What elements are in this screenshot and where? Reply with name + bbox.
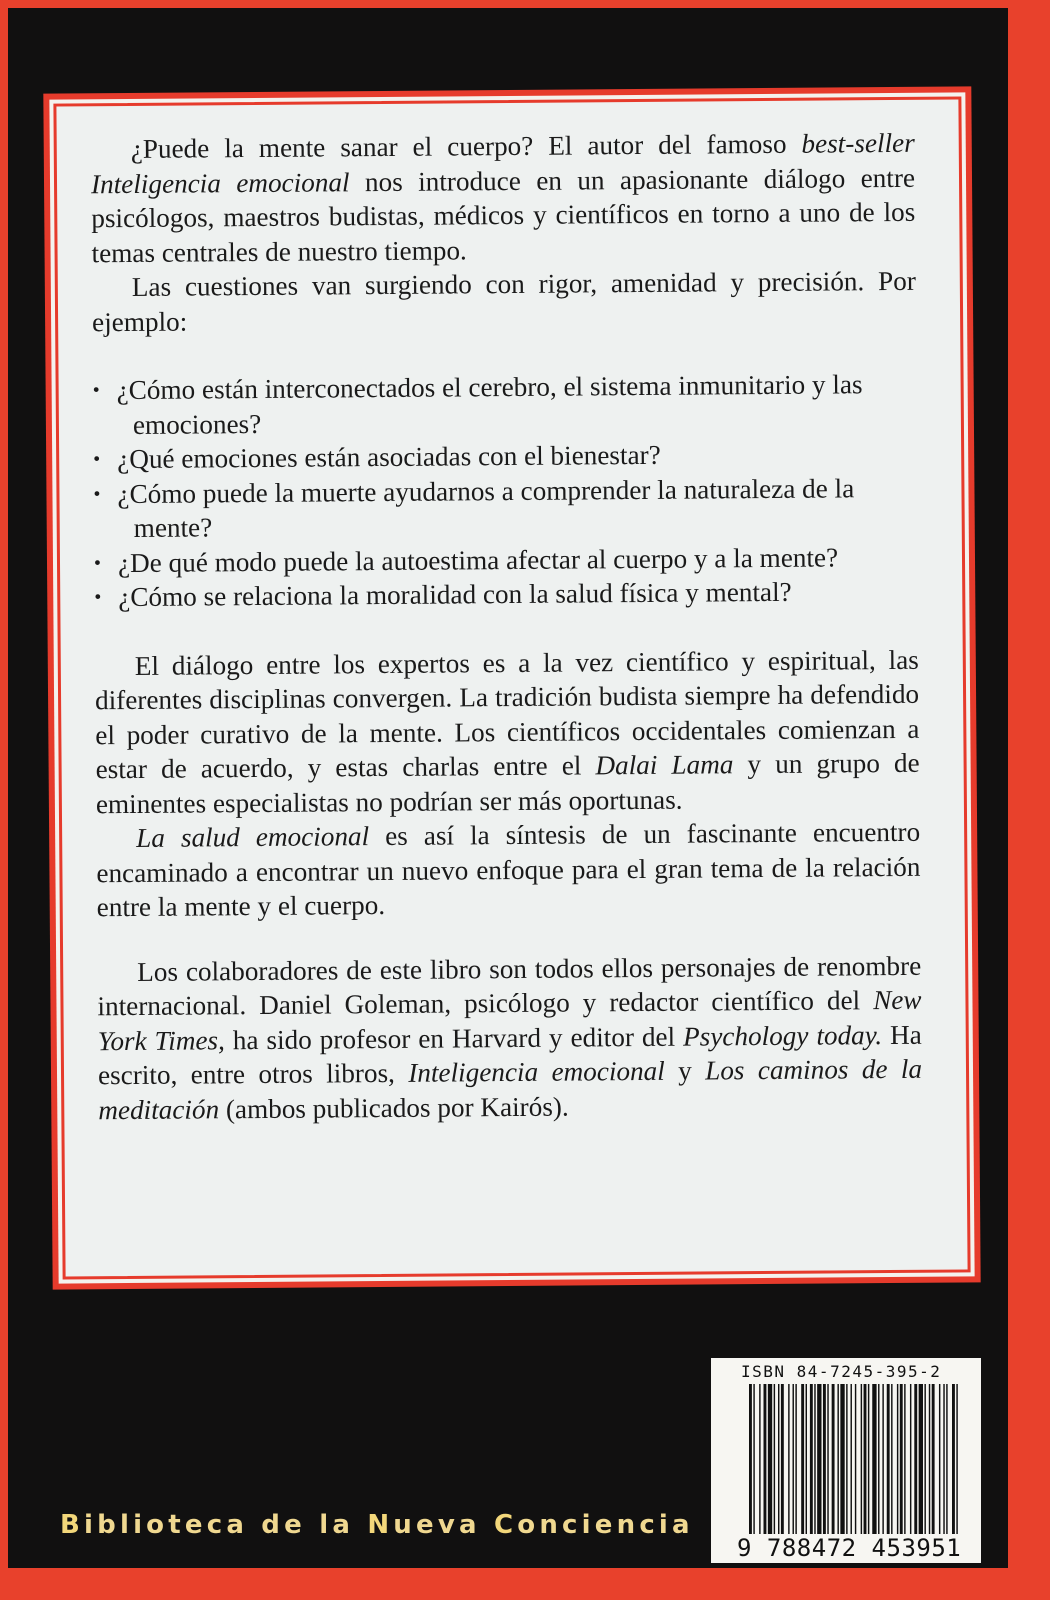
barcode-bar [939,1384,940,1534]
blurb-p5-italic-f: Inteligencia emocional [408,1055,665,1088]
bullet-icon: • [93,551,102,574]
barcode-bar [868,1384,869,1534]
blurb-paragraph-1 [91,126,916,270]
barcode-bar [827,1384,828,1534]
bullet-icon: • [93,448,101,471]
blurb-paragraph-4 [96,815,921,925]
question-text: ¿Qué emociones están asociadas con el bienestar? [117,439,661,475]
barcode-bar [943,1384,944,1534]
list-item [93,367,918,442]
isbn-barcode-label [711,1358,981,1563]
series-word: ueva [393,1510,494,1540]
barcode-bar [774,1384,775,1534]
series-word: onciencia [517,1510,694,1540]
barcode-bar [872,1384,876,1534]
barcode-bar [814,1384,815,1534]
barcode-bar [861,1384,862,1534]
blurb-p5-italic-h: Los caminos de la meditación [98,1053,923,1125]
blurb-p5-italic-b: New York Times, [97,984,922,1056]
barcode-bar [846,1384,847,1534]
blurb-text [91,126,923,1127]
barcode-bar [956,1384,957,1534]
blurb-paragraph-5 [97,948,922,1127]
barcode-bar [891,1384,892,1534]
question-text: ¿Cómo se relaciona la moralidad con la salud física y mental? [118,576,792,613]
barcode-bar [764,1384,767,1534]
barcode-bar [897,1384,898,1534]
blurb-text-panel [53,96,970,1279]
blurb-p5-text-e: Ha escrito, entre otros libros, [97,1019,922,1091]
blurb-frame [43,86,980,1289]
barcode-bar [910,1384,911,1534]
barcode-bar [837,1384,838,1534]
barcode-bar [914,1384,917,1534]
barcode-bar [851,1384,852,1534]
blurb-p5-text-c: ha sido profesor en Harvard y editor del [224,1021,684,1055]
series-initial: N [367,1510,394,1540]
barcode-bar [946,1384,947,1534]
barcode-bar [887,1384,890,1534]
barcode-bar [840,1384,844,1534]
barcode-icon [749,1384,959,1534]
list-item [94,574,918,615]
bullet-icon: • [92,379,100,402]
list-item [93,470,918,545]
blurb-p5-italic-d: Psychology today. [682,1019,883,1052]
barcode-bar [806,1384,807,1534]
barcode-bar [810,1384,813,1534]
barcode-bar [801,1384,804,1534]
blurb-paragraph-3 [95,642,920,821]
barcode-bar [759,1384,760,1534]
barcode-bar [924,1384,925,1534]
blurb-p4-italic: La salud emocional [136,821,370,853]
blurb-p3-text-c: y un grupo de eminentes especialistas no podrían ser más oportunas. [95,747,920,819]
barcode-bar [793,1384,794,1534]
back-cover-panel [8,8,1008,1568]
question-text: ¿De qué modo puede la autoestima afectar al cuerpo y a la mente? [117,541,839,578]
barcode-bar [753,1384,754,1534]
question-text: ¿Cómo están interconectados el cerebro, el sistema inmunitario y las emociones? [116,369,863,440]
barcode-bar [929,1384,930,1534]
barcode-bar [900,1384,903,1534]
series-name [60,1510,694,1540]
bullet-icon: • [93,482,101,505]
barcode-bar [781,1384,784,1534]
barcode-digits: 9 788472 453951 [737,1534,962,1562]
series-word: iblioteca de la [84,1510,368,1540]
blurb-p4-text: es así la síntesis de un fascinante encuentro encaminado a encontrar un nuevo enfoque para el gran tema de la relación entre la mente y el cuerpo. [96,816,921,923]
blurb-p5-text-a: Los colaboradores de este libro son todos ellos personajes de renombre internacional. Daniel Goleman, psicólogo y redactor científico del [97,950,922,1022]
series-initial: B [60,1510,85,1540]
series-initial: C [494,1510,518,1540]
blurb-p1-text-c: nos introduce en un apasionante diálogo entre psicólogos, maestros budistas, médicos y científicos en torno a uno de los temas centrales de nuestro tiempo. [91,162,916,268]
question-text: ¿Cómo puede la muerte ayudarnos a comprender la naturaleza de la mente? [117,472,855,543]
blurb-p5-text-g: y [664,1055,706,1086]
blurb-p1-italic: best-seller Inteligencia emocional [90,127,915,199]
blurb-p3-text-a: El diálogo entre los expertos es a la vez científico y espiritual, las diferentes disciplinas convergen. La tradición budista siempre ha defendido el poder curativo de la mente. Los científicos occidentales comienzan a estar de acuerdo, y estas charlas entre el [94,644,920,785]
barcode-bar [952,1384,955,1534]
barcode-bar [882,1384,883,1534]
question-list [93,367,919,615]
barcode-bar [768,1384,772,1534]
barcode-bar [832,1384,835,1534]
barcode-bar [823,1384,826,1534]
barcode-bar [878,1384,879,1534]
blurb-p3-italic: Dalai Lama [595,749,734,781]
isbn-number: ISBN 84-7245-395-2 [741,1362,942,1381]
barcode-bar [788,1384,789,1534]
barcode-bar [919,1384,923,1534]
barcode-bar [749,1384,752,1534]
bullet-icon: • [94,586,102,609]
blurb-paragraph-2: Las cuestiones van surgiendo con rigor, amenidad y precisión. Por ejemplo: [91,265,916,337]
barcode-bar [795,1384,796,1534]
barcode-bar [904,1384,905,1534]
blurb-p1-text-a: ¿Puede la mente sanar el cuerpo? El autor del famoso [130,128,802,164]
barcode-bar [864,1384,867,1534]
barcode-bar [855,1384,856,1534]
blurb-p5-text-i: (ambos publicados por Kairós). [218,1091,569,1124]
barcode-bar [932,1384,935,1534]
barcode-bar [778,1384,779,1534]
barcode-bar [817,1384,821,1534]
